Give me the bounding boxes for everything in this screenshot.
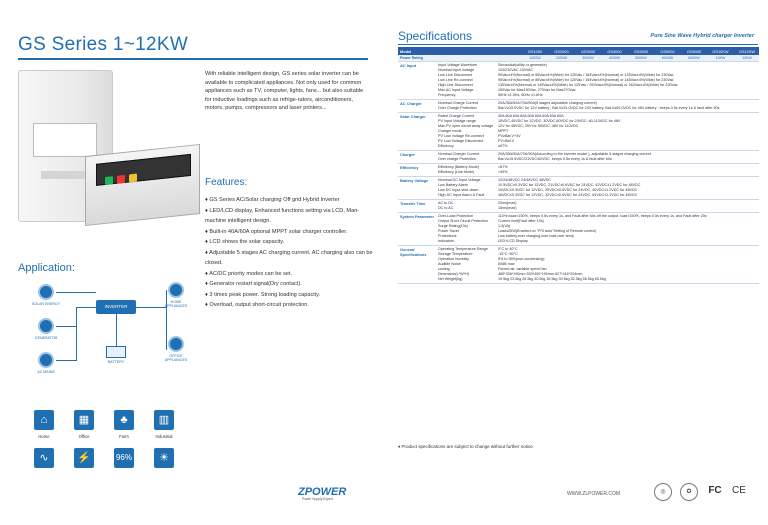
- spec-key: PV Input Voltage range: [438, 119, 476, 123]
- rating-columns: [523, 56, 759, 60]
- feature-item: ♦ 3 times peak power. Strong loading capacity.: [205, 291, 320, 298]
- spec-value: 16VDC±0.3VDC for 12VDC, 32VDC±0.6VDC for 24VDC, 64VDC±1.2VDC for 48VDC: [498, 193, 638, 197]
- section-title: AC Charger: [400, 101, 422, 106]
- spec-value: Sinusoidal(utility or generator): [498, 63, 547, 67]
- section-title: AC Input: [400, 63, 417, 68]
- battery-icon: [106, 346, 126, 358]
- spec-key: Efficiency (Battery Mode): [438, 165, 480, 169]
- industrial-icon: ▥: [154, 410, 174, 430]
- connector-line: [116, 314, 117, 346]
- spec-key: PV Low Voltage Re-connect: [438, 134, 484, 138]
- tile-label: Home: [38, 434, 50, 439]
- spec-key: Efficiency (Line Mode): [438, 170, 475, 174]
- inverter-image-flat: [85, 144, 200, 226]
- spec-value: Current limit(Fault after 10s): [498, 219, 544, 223]
- spec-value: 20ms(max): [498, 201, 517, 205]
- spec-key: Over-Load Protection: [438, 214, 474, 218]
- spec-divider: [398, 44, 758, 45]
- spec-key: Operating Temperature Range: [438, 247, 488, 251]
- fc-mark: FC: [708, 485, 722, 496]
- spec-subtitle: Pure Sine Wave Hybrid charger Inverter: [650, 33, 754, 39]
- section-title: Battery Voltage: [400, 178, 429, 183]
- tile-label: Farm: [119, 434, 129, 439]
- spec-key: Frequency: [438, 93, 456, 97]
- spec-key: Audible Noise: [438, 262, 461, 266]
- spec-section: [398, 62, 759, 100]
- charger-icon: ⚡: [74, 448, 94, 468]
- spec-section: [398, 113, 759, 151]
- home-appliances-icon: [168, 282, 184, 298]
- features-heading: Features:: [205, 177, 248, 188]
- node-label: AC MAINS: [37, 370, 55, 374]
- spec-value: 120/230VAC 230VAC: [498, 68, 534, 72]
- spec-row: [438, 193, 759, 198]
- spec-value: 150Vac for Max150Vac, 270Vac for Max270Vac: [498, 88, 576, 92]
- spec-value: Bat.V≥15.5VDC for 12V battery ; Bat.V≥31.0VDC for 24V battery, Bat.V≥62.0VDC for 48V battery ; beeps 0.5s every 1s & fault after 60s: [498, 106, 720, 110]
- spec-value: 12/24/48VDC 24/48VDC 48VDC: [498, 178, 552, 182]
- node-label: HOME APPLIANCES: [164, 300, 188, 308]
- spec-key: Storage Temperature: [438, 252, 473, 256]
- rating-cell: 3000W: [582, 56, 594, 60]
- disclaimer-note: ♦ Product specifications are subject to change without further notice.: [398, 444, 534, 449]
- spec-value: Load≤25W(Enabled on "P/S auto"Setting of Remote control): [498, 229, 597, 233]
- intro-paragraph: With reliable intelligent design, GS series solar inverter can be available to complicated appliances. Not only used for common appliances such as TV, computer, lights, fans... but also suitable for inductive loadings such as refrige-rators, airconditioners, motors, pumps, compressors and laser printers...: [205, 71, 364, 112]
- spec-value: Bat.V≥15.5VDC/31VDC/62VDC, beeps 0.5s every 1s & fault after 60s: [498, 157, 612, 161]
- efficiency-badge: 96%: [114, 448, 134, 468]
- feature-item: ♦ Overload, output short-circuit protection.: [205, 302, 309, 308]
- rating-cell: 8000W: [688, 56, 700, 60]
- spec-value: 15VDC-40VDC for 12VDC; 30VDC-60VDC for 24VDC; 60-110VDC for 48V: [498, 119, 621, 123]
- section-body: [438, 113, 759, 150]
- solar-charger-icon: ☀: [154, 448, 174, 468]
- inverter-hub: INVERTER: [96, 300, 136, 314]
- spec-section: [398, 177, 759, 200]
- feature-item: ♦ AC/DC priority modes can be set.: [205, 270, 293, 277]
- node-label: GENERATOR: [34, 336, 58, 340]
- spec-value: 5% to 95%(non-condensing): [498, 257, 545, 261]
- battery-label: BATTERY: [107, 360, 125, 364]
- application-diagram: [18, 280, 193, 400]
- spec-value: 0°C to 40°C: [498, 247, 518, 251]
- spec-key: Rated Charge Current: [438, 114, 475, 118]
- model-cell: GS5000: [633, 48, 649, 54]
- spec-table: [398, 47, 759, 284]
- spec-sections: [398, 62, 759, 284]
- rating-cell: 5000W: [635, 56, 647, 60]
- spec-key: Max AC Input Voltage: [438, 88, 474, 92]
- spec-row: [438, 239, 759, 244]
- spec-value: >95%: [498, 170, 508, 174]
- section-body: [438, 164, 759, 176]
- brand-tagline: Power Supply Expert: [302, 497, 333, 501]
- website-url: WWW.ZLPOWER.COM: [567, 491, 621, 497]
- model-cell: GS4000: [607, 48, 622, 54]
- node-label: OFFICE APPLIANCES: [164, 354, 188, 362]
- spec-value: LED+LCD Display: [498, 239, 528, 243]
- spec-key: Nominal Input Voltage: [438, 68, 475, 72]
- rating-cell: 6000W: [661, 56, 674, 60]
- section-title: Efficiency: [400, 165, 419, 170]
- certification-seal-icon: ◎: [654, 483, 672, 501]
- spec-section: [398, 151, 759, 164]
- connector-line: [166, 290, 167, 350]
- spec-value: 1:3(VA): [498, 224, 511, 228]
- spec-key: Efficiency: [438, 144, 454, 148]
- spec-value: 50Hz ±1.5Hz, 60Hz ±1.6Hz: [498, 93, 543, 97]
- rating-cell: 10KW: [715, 56, 726, 60]
- model-row: [398, 47, 759, 55]
- spec-value: 10.5VDC±0.3VDC for 12VDC, 21VDC±0.6VDC for 24VDC, 42VDC±1.2VDC for 48VDC: [498, 183, 641, 187]
- ce-mark: CE: [732, 485, 746, 496]
- spec-value: 10VDC±0.3VDC for 12VDC, 20VDC±0.6VDC for 24VDC, 40VDC±1.2VDC for 48VDC: [498, 188, 638, 192]
- inverter-control-panel: [96, 154, 191, 186]
- spec-value: 15ms(max): [498, 206, 517, 210]
- spec-key: Nominal DC Input Voltage: [438, 178, 481, 182]
- spec-row: [438, 106, 759, 111]
- led-indicator: [129, 174, 137, 183]
- rating-cell: 4000W: [608, 56, 621, 60]
- spec-key: PV Low Voltage Disconnect: [438, 139, 484, 143]
- section-body: [438, 213, 759, 245]
- farm-icon: ♣: [114, 410, 134, 430]
- spec-key: Dimension(L*W*H): [438, 272, 469, 276]
- page-title: GS Series 1~12KW: [18, 34, 189, 55]
- spec-key: Indicators: [438, 239, 454, 243]
- tile-label: Industrial: [155, 434, 173, 439]
- spec-value: 480*336*190mm 530*400*190mm 627*416*204mm: [498, 272, 583, 276]
- feature-item: ♦ LCD shows the solar capacity.: [205, 239, 285, 245]
- office-icon: ▦: [74, 410, 94, 430]
- spec-key: Over Charge Protection: [438, 106, 477, 110]
- feature-item: ♦ Built-in 40A/60A optional MPPT solar charger controller.: [205, 228, 348, 235]
- spec-value: Forced air, variable speed fan: [498, 267, 547, 271]
- spec-key: Low Line Disconnect: [438, 73, 473, 77]
- spec-section: [398, 200, 759, 213]
- connector-line: [56, 292, 96, 293]
- spec-key: Protections: [438, 234, 457, 238]
- spec-value: 60dB max: [498, 262, 515, 266]
- spec-row: [438, 93, 759, 98]
- application-heading: Application:: [18, 262, 75, 274]
- connector-line: [76, 307, 77, 361]
- spec-row: [438, 206, 759, 211]
- spec-value: 20A/35A/50A/70A/90A(According to the inverter model ), adjustable 5 stages charging current: [498, 152, 651, 156]
- spec-value: 40A 60A 60A 60A 60A 60A 60A 60A 60A: [498, 114, 564, 118]
- section-body: [438, 100, 759, 112]
- spec-key: Power Saver: [438, 229, 460, 233]
- spec-value: >87%: [498, 165, 508, 169]
- section-title: General Specifications: [400, 247, 427, 257]
- feature-item: ♦ LED/LCD display, Enhanced functions setting via LCD, Man-machine intelligent design.: [205, 207, 360, 224]
- inverter-display-panel: [33, 123, 97, 157]
- solar-energy-icon: [38, 284, 54, 300]
- led-indicator: [117, 175, 125, 184]
- rating-cell: 12KW: [742, 56, 752, 60]
- model-cell: GS3000: [580, 48, 596, 54]
- brand-logo: ZPOWER: [298, 486, 347, 498]
- spec-value: ≥97%: [498, 144, 508, 148]
- rating-cell: 1000W: [529, 56, 541, 60]
- connector-line: [56, 326, 76, 327]
- spec-row: [438, 144, 759, 149]
- home-icon: ⌂: [34, 410, 54, 430]
- spec-value: 19.5kg 23.5kg 26.5kg 30.5kg 35.5kg 39.5kg 52.5kg 56.5kg 65.5kg: [498, 277, 606, 281]
- spec-key: Low Battery Alarm: [438, 183, 468, 187]
- model-cell: GS6000: [660, 48, 675, 54]
- led-indicator: [105, 176, 113, 185]
- spec-key: Nominal Charge Current: [438, 101, 478, 105]
- spec-section: [398, 100, 759, 113]
- spec-value: -15°C~60°C: [498, 252, 518, 256]
- model-columns: [523, 49, 759, 54]
- model-cell: GS10KW: [712, 48, 729, 54]
- spec-key: Over charge Protection: [438, 157, 476, 161]
- spec-value: 110%<load<150%, beeps 0.5s every 1s, and Fault after 60s off the output, load>150%, beeps 0.5s every 1s, and Fault after 20s: [498, 214, 707, 218]
- feature-item: ♦ Adjustable 5 stages AC charging current. AC charging also can be closed.: [205, 249, 373, 266]
- section-body: [438, 177, 759, 199]
- title-divider: [18, 58, 368, 60]
- inverter-vent: [41, 171, 89, 179]
- section-body: [438, 151, 759, 163]
- certification-seal-icon: ✪: [680, 483, 698, 501]
- spec-key: Max.PV open circuit array voltage: [438, 124, 494, 128]
- section-body: [438, 246, 759, 283]
- section-title: Solar Charger: [400, 114, 426, 119]
- feature-item: ♦ GS Series AC/Solar charging Off grid Hybrid Inverter: [205, 197, 340, 203]
- spec-section: [398, 164, 759, 177]
- feature-item: ♦ Generator restart signal(Dry contact).: [205, 281, 302, 287]
- spec-title: Specifications: [398, 29, 473, 43]
- model-cell: GS2000: [554, 48, 569, 54]
- tile-label: Office: [78, 434, 90, 439]
- spec-value: PV<Bat.V: [498, 139, 515, 143]
- connector-line: [76, 307, 96, 308]
- spec-key: AC to DC: [438, 201, 454, 205]
- features-list: [205, 195, 375, 311]
- model-cell: GS1000: [527, 48, 543, 54]
- model-cell: GS12KW: [738, 48, 756, 54]
- spec-value: 90Vac±4%(Normal) or 65Vac±4%(Wide) for 120Vac / 184Vac±4%(Normal) or 135Vac±4%(Wide) for 230Vac: [498, 73, 674, 77]
- spec-key: DC to AC: [438, 206, 454, 210]
- model-label: Model: [400, 48, 412, 54]
- spec-value: 12V for 48VDC; 25V for 55VDC; 48V for 110VDC: [498, 124, 579, 128]
- usage-icons: [34, 410, 194, 476]
- section-body: [438, 200, 759, 212]
- section-title: Transfer Time: [400, 201, 426, 206]
- node-label: SOLAR ENERGY: [31, 302, 61, 306]
- spec-key: High DC Input Alarm & Fault: [438, 193, 485, 197]
- spec-row: [438, 157, 759, 162]
- spec-value: Low battery,over charging,over load,over temp: [498, 234, 574, 238]
- spec-key: Charger mode: [438, 129, 462, 133]
- spec-key: Operation humidity: [438, 257, 469, 261]
- section-body: [438, 62, 759, 99]
- spec-value: MPPT: [498, 129, 509, 133]
- spec-key: Output Short Circuit Protection: [438, 219, 489, 223]
- spec-row: [438, 277, 759, 282]
- spec-key: High Line Disconnect: [438, 83, 473, 87]
- spec-key: Nominal Charger Current: [438, 152, 480, 156]
- section-title: Charger: [400, 152, 415, 157]
- office-appliances-icon: [168, 336, 184, 352]
- rating-cell: 2000W: [555, 56, 568, 60]
- connector-line: [56, 360, 76, 361]
- spec-key: Net Weight(kg): [438, 277, 463, 281]
- ac-mains-icon: [38, 352, 54, 368]
- spec-key: Input Voltage Waveform: [438, 63, 478, 67]
- power-rating-row: [398, 55, 759, 62]
- sine-wave-icon: ∿: [34, 448, 54, 468]
- spec-section: [398, 213, 759, 246]
- spec-value: 130Vac±4%(Normal) or 145Vac±4%(Wide) for 120Vac / 253Vac±4%(Normal) or 262Vac±4%(Wide) for 230Vac: [498, 83, 678, 87]
- power-rating-label: Power Rating: [400, 56, 423, 60]
- spec-key: Low DC Input shut-down: [438, 188, 479, 192]
- spec-value: 95Vac±4%(Normal) or 85Vac±4%(Wide) for 120Vac / 194Vac±4%(Normal) or 145Vac±4%(Wide) for 230Vac: [498, 78, 674, 82]
- spec-key: Surge Rating(10s): [438, 224, 468, 228]
- spec-key: cooling: [438, 267, 450, 271]
- spec-key: Low Line Re-connect: [438, 78, 473, 82]
- generator-icon: [38, 318, 54, 334]
- model-cell: GS8000: [686, 48, 702, 54]
- spec-section: [398, 246, 759, 284]
- spec-value: 20A/35A/50A/70A/90A(5 stages adjustable charging current): [498, 101, 597, 105]
- spec-value: PV≥Bat.V+3V: [498, 134, 521, 138]
- section-title: System Parameter: [400, 214, 434, 219]
- spec-row: [438, 170, 759, 175]
- right-panel: [384, 0, 768, 525]
